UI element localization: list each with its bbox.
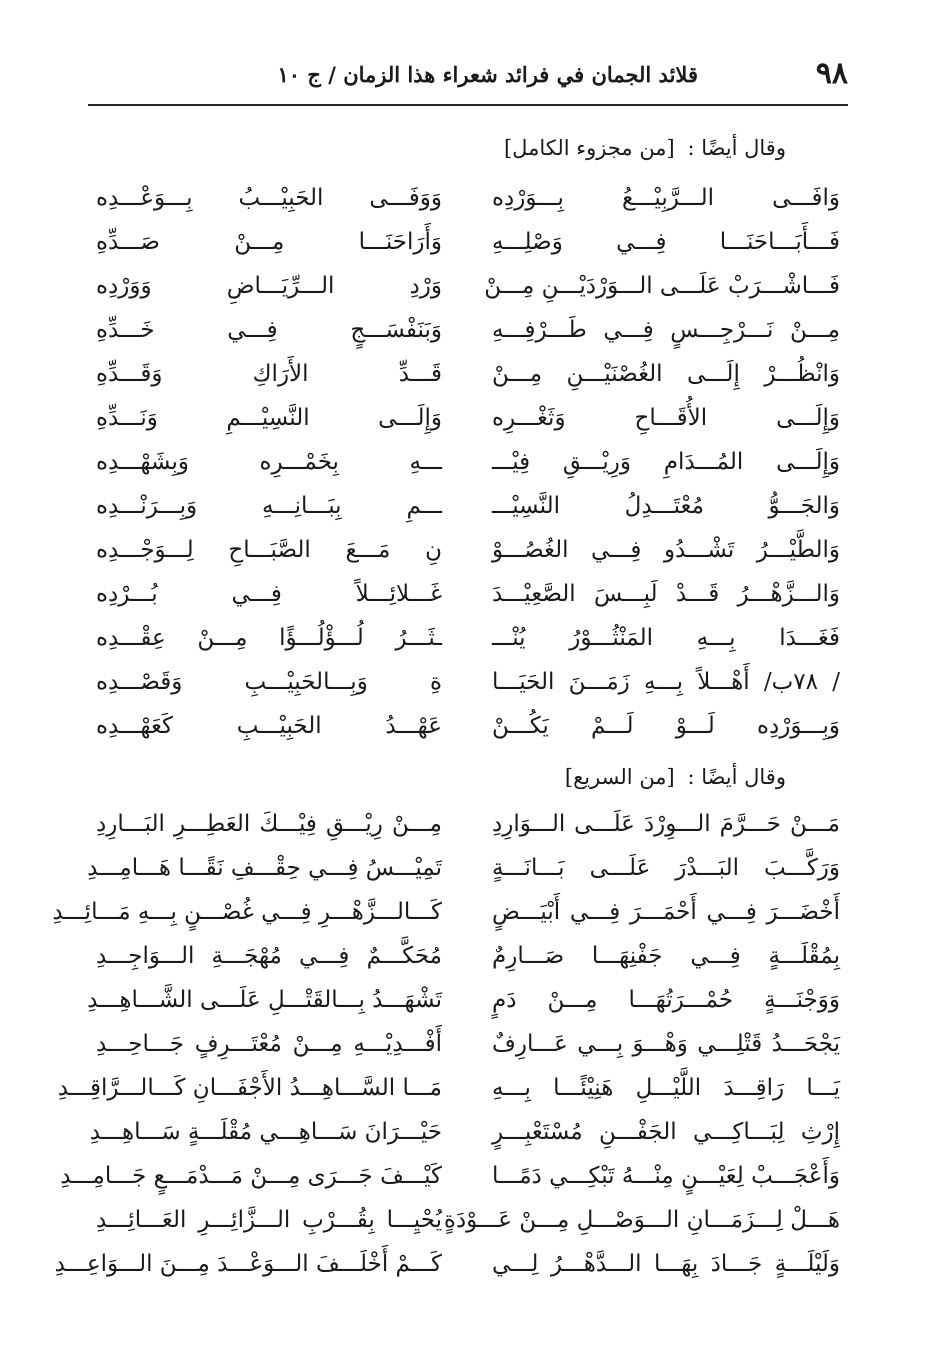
verse-first-hemistich: فَـــأَبَـــاحَنَـــا فِـــي وَصْلِـــهِ: [492, 229, 840, 255]
verse-first-hemistich: وَالطَّيْـــرُ تَشْـــدُو فِـــي الغُصُـــوْ: [492, 537, 840, 563]
verse-first-hemistich: يَـــا رَاقِـــدَ اللَّيْـــلِ هَنِيْئًـــا بِـــهِ: [492, 1075, 840, 1101]
verse-second-hemistich: حَيْـــرَانَ سَـــاهِـــي مُقْلَـــةٍ سَـــاهِـــدِ: [89, 1119, 442, 1145]
page-number: ٩٨: [815, 56, 848, 91]
verse-first-hemistich: فَـــاشْـــرَبْ عَلَـــى الـــوَرْدَيْـــنِ مِـــنْ: [484, 273, 840, 299]
verse-first-hemistich: وَوَجْنَـــةٍ حُمْـــرَتُهَـــا مِـــنْ دَمٍ: [492, 987, 840, 1013]
verse-second-hemistich: كَـــالـــزَّهْـــرِ فِـــي غُصْـــنٍ بِـــهِ مَـــائِـــدِ: [52, 899, 442, 925]
poem2-meter: [من السريع]: [564, 765, 675, 789]
poem1-meter: [من مجزوء الكامل]: [503, 136, 675, 160]
verse-first-hemistich: وَبِـــوَرْدِه لَـــوْ لَـــمْ يَكُـــنْ: [492, 713, 840, 739]
verse-first-hemistich: فَغَـــدَا بِـــهِ المَنْثُـــوْرُ يُنْـــ: [492, 625, 840, 651]
verse-second-hemistich: وَإِلَـــى النَّسِيْـــمِ وَنَـــدِّهِ: [96, 405, 442, 431]
verse-second-hemistich: ـثَـــرُ لُـــؤْلُـــؤًا مِـــنْ عِقْـــدِه: [96, 625, 442, 651]
poem2-intro: [565, 765, 786, 789]
verse-first-hemistich: / ٧٨ب/ أَهْـــلاً بِـــهِ زَمَـــنَ الحَيَـــا: [492, 669, 840, 695]
verse-second-hemistich: ـــهِ بِخَمْـــرِه وَبِشَهْـــدِه: [96, 449, 442, 475]
verse-second-hemistich: قَـــدِّ الأَرَاكِ وَقَـــدِّهِ: [96, 361, 442, 387]
verse-second-hemistich: كَيْـــفَ جَـــرَى مِـــنْ مَـــدْمَـــعٍ جَـــامِـــدِ: [60, 1163, 442, 1189]
verse-first-hemistich: وَالجَـــوُّ مُعْتَـــدِلُ النَّسِيْـــ: [492, 493, 840, 519]
verse-second-hemistich: نِ مَـــعَ الصَّبَـــاحِ لِـــوَجْـــدِه: [96, 537, 442, 563]
verse-second-hemistich: مَـــا السَّـــاهِـــدُ الأَجْفَـــانِ كَـــالـــرَّاقِـــدِ: [57, 1075, 442, 1101]
verse-second-hemistich: وَرْدِ الـــرِّيَـــاضِ وَوَرْدِه: [96, 273, 442, 299]
verse-first-hemistich: إِرْثِ لِبَـــاكِـــي الجَفْـــنِ مُسْتَعْبِـــرٍ: [492, 1119, 840, 1145]
verse-second-hemistich: غَـــلائِـــلاً فِـــي بُـــرْدِه: [96, 581, 442, 607]
verse-second-hemistich: عَهْـــدُ الحَبِيْـــبِ كَعَهْـــدِه: [96, 713, 442, 739]
verse-second-hemistich: أَفْـــدِيْـــهِ مِـــنْ مُعْتَـــرِفٍ جَـــاحِـــدِ: [96, 1031, 442, 1057]
verse-second-hemistich: مُحَكَّـــمٌ فِـــي مُهْجَـــةِ الـــوَاجِـــدِ: [96, 943, 442, 969]
verse-first-hemistich: وَإِلَـــى الأُقَـــاحِ وَثَغْـــرِه: [492, 405, 840, 431]
verse-second-hemistich: مِـــنْ رِيْـــقِ فِيْـــكَ العَطِـــرِ البَـــارِدِ: [96, 811, 442, 837]
verse-second-hemistich: ـــمِ بِبَـــانِـــهِ وَبِـــرَنْـــدِه: [96, 493, 442, 519]
verse-first-hemistich: وَلَيْلَـــةٍ جَـــادَ بِهَـــا الـــدَّهْـــرُ لِـــي: [492, 1251, 840, 1277]
poem1-intro-text: وقال أيضًا :: [687, 136, 786, 160]
verse-second-hemistich: يُحْيِـــا بِقُـــرْبِ الـــزَّائِـــرِ العَـــائِـــدِ: [96, 1207, 442, 1233]
verse-second-hemistich: وَوَفَـــى الحَبِيْـــبُ بِـــوَعْـــدِه: [96, 185, 442, 211]
verse-first-hemistich: مِـــنْ نَـــرْجِـــسٍ فِـــي طَـــرْفِـــهِ: [492, 317, 840, 343]
verse-second-hemistich: تَشْهَـــدُ بِـــالقَتْـــلِ عَلَـــى الشَّـــاهِـــدِ: [87, 987, 442, 1013]
verse-second-hemistich: وَبَنَفْسَـــجٍ فِـــي خَـــدِّهِ: [96, 317, 442, 343]
verse-first-hemistich: وَإِلَـــى المُـــدَامِ وَرِيْـــقِ فِيْـــ: [492, 449, 840, 475]
verse-first-hemistich: يَجْحَـــدُ قَتْلِـــي وَهْـــوَ بِـــي عَـــارِفٌ: [492, 1031, 840, 1057]
poem2-intro-text: وقال أيضًا :: [687, 765, 786, 789]
verse-first-hemistich: مَـــنْ حَـــرَّمَ الـــوِرْدَ عَلَـــى الـــوَارِدِ: [492, 811, 840, 837]
poem1-intro: [504, 136, 786, 160]
verse-first-hemistich: أَخْضَـــرَ فِـــي أَحْمَـــرَ فِـــي أَبْيَـــضٍ: [492, 899, 840, 925]
verse-second-hemistich: كَـــمْ أَخْلَـــفَ الـــوَعْـــدَ مِـــنَ الـــوَاعِـــدِ: [54, 1251, 442, 1277]
verse-first-hemistich: بِمُقْلَـــةٍ فِـــي جَفْنِهَـــا صَـــارِمٌ: [492, 943, 840, 969]
page-header: [88, 52, 848, 106]
verse-first-hemistich: وَافَـــى الـــرَّبِيْـــعُ بِـــوَرْدِه: [492, 185, 840, 211]
verse-first-hemistich: وَانْظُـــرْ إِلَـــى الغُصْنَيْـــنِ مِـــنْ: [492, 361, 840, 387]
running-title: قلائد الجمان في فرائد شعراء هذا الزمان / ج ١٠: [277, 62, 698, 87]
verse-second-hemistich: ةِ وَبِـــالحَبِيْـــبِ وَقَصْـــدِه: [96, 669, 442, 695]
verse-first-hemistich: وَرَكَّـــبَ البَـــدْرَ عَلَـــى بَـــانَـــةٍ: [492, 855, 840, 881]
verse-first-hemistich: وَأَعْجَـــبْ لِعَيْـــنٍ مِنْـــهُ تَبْكِـــي دَمًـــا: [492, 1163, 840, 1189]
verse-first-hemistich: هَـــلْ لِـــزَمَـــانِ الـــوَصْـــلِ مِـــنْ عَـــوْدَةٍ: [443, 1207, 840, 1233]
verse-second-hemistich: تَمِيْـــسُ فِـــي حِقْـــفِ نَقًـــا هَـــامِـــدِ: [87, 855, 442, 881]
verse-first-hemistich: وَالـــزَّهْـــرُ قَـــدْ لَبِـــسَ الصَّعِيْـــدَ: [492, 581, 840, 607]
verse-second-hemistich: وَأَرَاحَنَـــا مِـــنْ صَـــدِّهِ: [96, 229, 442, 255]
